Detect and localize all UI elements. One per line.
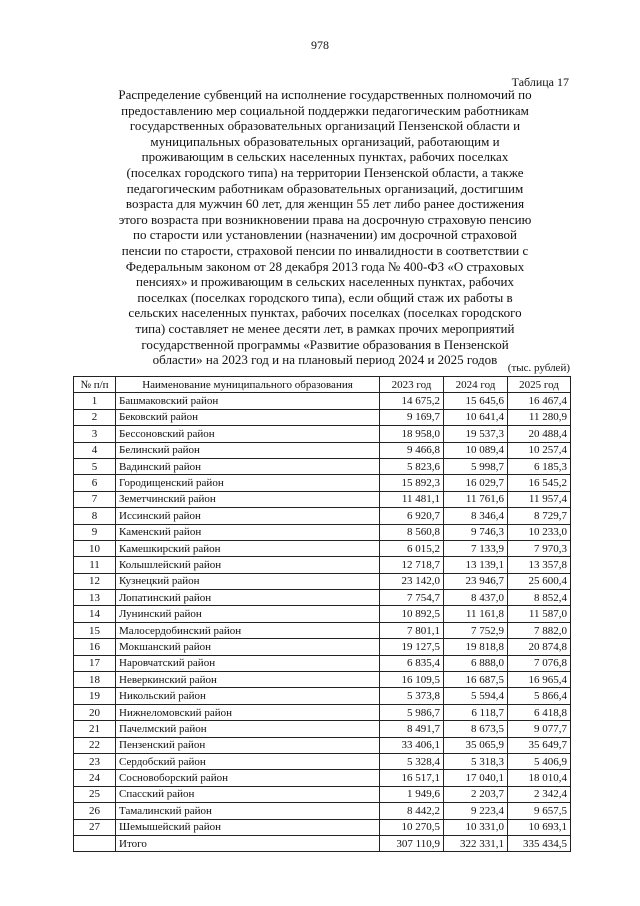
cell-num: 27 (74, 819, 116, 835)
table-row (74, 737, 571, 753)
cell-2023: 5 986,7 (380, 704, 444, 720)
title-line: возраста для мужчин 60 лет, для женщин 55 лет либо ранее достижения (125, 196, 525, 212)
cell-2024: 5 594,4 (444, 688, 508, 704)
cell-2023: 5 373,8 (380, 688, 444, 704)
cell-2025: 20 874,8 (508, 639, 571, 655)
cell-2024: 13 139,1 (444, 557, 508, 573)
cell-2024: 11 161,8 (444, 606, 508, 622)
cell-2024: 10 089,4 (444, 442, 508, 458)
cell-2025: 9 077,7 (508, 721, 571, 737)
cell-2025: 8 852,4 (508, 590, 571, 606)
title-line: пенсиях» и проживающим в сельских населенных пунктах, рабочих (136, 274, 514, 290)
subventions-table (73, 376, 571, 852)
cell-2025: 10 257,4 (508, 442, 571, 458)
cell-municipality: Городищенский район (116, 475, 380, 491)
total-row (74, 835, 571, 851)
cell-num: 11 (74, 557, 116, 573)
cell-municipality: Бессоновский район (116, 426, 380, 442)
cell-2024: 16 687,5 (444, 672, 508, 688)
units-note: (тыс. рублей) (507, 362, 570, 374)
cell-2024: 9 746,3 (444, 524, 508, 540)
cell-num: 22 (74, 737, 116, 753)
cell-2024: 23 946,7 (444, 573, 508, 589)
cell-2023: 7 801,1 (380, 622, 444, 638)
header-2025: 2025 год (508, 377, 571, 393)
table-row (74, 606, 571, 622)
cell-municipality: Итого (116, 835, 380, 851)
cell-2023: 14 675,2 (380, 393, 444, 409)
document-title (82, 87, 568, 368)
title-line: пенсии по старости, страховой пенсии по инвалидности в соответствии с (121, 242, 529, 258)
header-num: № п/п (74, 377, 116, 393)
cell-num: 4 (74, 442, 116, 458)
cell-num: 8 (74, 508, 116, 524)
title-line: государственной программы «Развитие образования в Пензенской (141, 336, 509, 352)
cell-2025: 6 185,3 (508, 458, 571, 474)
cell-municipality: Кузнецкий район (116, 573, 380, 589)
cell-2024: 6 118,7 (444, 704, 508, 720)
header-2023: 2023 год (380, 377, 444, 393)
cell-2023: 9 466,8 (380, 442, 444, 458)
cell-num: 10 (74, 540, 116, 556)
cell-municipality: Лунинский район (116, 606, 380, 622)
title-line: Распределение субвенций на исполнение государственных полномочий по (118, 87, 532, 102)
cell-municipality: Шемышейский район (116, 819, 380, 835)
cell-2025: 5 866,4 (508, 688, 571, 704)
title-line: типа) составляет не менее десяти лет, в рамках прочих мероприятий (135, 320, 515, 336)
title-line: педагогическим работникам образовательных организаций, достигшим (126, 180, 524, 196)
cell-2023: 8 442,2 (380, 803, 444, 819)
cell-municipality: Колышлейский район (116, 557, 380, 573)
table-row (74, 442, 571, 458)
cell-num: 2 (74, 409, 116, 425)
cell-municipality: Наровчатский район (116, 655, 380, 671)
cell-num: 6 (74, 475, 116, 491)
cell-num: 17 (74, 655, 116, 671)
cell-municipality: Никольский район (116, 688, 380, 704)
cell-2023: 8 560,8 (380, 524, 444, 540)
cell-2025: 16 965,4 (508, 672, 571, 688)
title-line: этого возраста при возникновении права на досрочную страховую пенсию (118, 211, 532, 227)
title-line: Федеральным законом от 28 декабря 2013 года № 400-ФЗ «О страховых (125, 258, 525, 274)
cell-2023: 6 015,2 (380, 540, 444, 556)
table-row (74, 409, 571, 425)
cell-2023: 6 835,4 (380, 655, 444, 671)
cell-2023: 11 481,1 (380, 491, 444, 507)
cell-2023: 19 127,5 (380, 639, 444, 655)
cell-num: 24 (74, 770, 116, 786)
table-row (74, 786, 571, 802)
cell-2024: 10 331,0 (444, 819, 508, 835)
cell-num: 7 (74, 491, 116, 507)
cell-2023: 1 949,6 (380, 786, 444, 802)
title-line: государственных образовательных организаций Пензенской области и (129, 118, 521, 134)
cell-2024: 16 029,7 (444, 475, 508, 491)
table-row (74, 819, 571, 835)
cell-2024: 8 346,4 (444, 508, 508, 524)
cell-num: 26 (74, 803, 116, 819)
title-line: по старости или установлении (назначении) им досрочной страховой (133, 227, 517, 243)
cell-2025: 5 406,9 (508, 753, 571, 769)
cell-municipality: Сердобский район (116, 753, 380, 769)
table-row (74, 655, 571, 671)
cell-2023: 10 892,5 (380, 606, 444, 622)
cell-municipality: Каменский район (116, 524, 380, 540)
cell-2025: 7 970,3 (508, 540, 571, 556)
table-row (74, 688, 571, 704)
cell-2023: 33 406,1 (380, 737, 444, 753)
cell-2024: 7 133,9 (444, 540, 508, 556)
cell-2025: 2 342,4 (508, 786, 571, 802)
cell-municipality: Бековский район (116, 409, 380, 425)
header-2024: 2024 год (444, 377, 508, 393)
cell-2023: 5 328,4 (380, 753, 444, 769)
cell-2023: 16 517,1 (380, 770, 444, 786)
cell-municipality: Пачелмский район (116, 721, 380, 737)
cell-2023: 6 920,7 (380, 508, 444, 524)
cell-2023: 5 823,6 (380, 458, 444, 474)
cell-2024: 17 040,1 (444, 770, 508, 786)
cell-municipality: Лопатинский район (116, 590, 380, 606)
cell-municipality: Вадинский район (116, 458, 380, 474)
cell-num: 23 (74, 753, 116, 769)
cell-num: 21 (74, 721, 116, 737)
cell-municipality: Земетчинский район (116, 491, 380, 507)
table-row (74, 622, 571, 638)
cell-2025: 10 693,1 (508, 819, 571, 835)
cell-municipality: Белинский район (116, 442, 380, 458)
title-line: муниципальных образовательных организаций, работающим и (150, 133, 500, 149)
cell-2024: 15 645,6 (444, 393, 508, 409)
table-body (74, 393, 571, 852)
table-row (74, 672, 571, 688)
cell-2024: 322 331,1 (444, 835, 508, 851)
cell-2023: 10 270,5 (380, 819, 444, 835)
cell-2023: 9 169,7 (380, 409, 444, 425)
table-row (74, 524, 571, 540)
cell-num: 20 (74, 704, 116, 720)
cell-num (74, 835, 116, 851)
page-number: 978 (311, 38, 329, 52)
table-row (74, 803, 571, 819)
cell-2025: 20 488,4 (508, 426, 571, 442)
header-name: Наименование муниципального образования (116, 377, 380, 393)
cell-municipality: Мокшанский район (116, 639, 380, 655)
table-row (74, 770, 571, 786)
cell-2025: 35 649,7 (508, 737, 571, 753)
cell-num: 12 (74, 573, 116, 589)
cell-municipality: Камешкирский район (116, 540, 380, 556)
cell-2024: 5 998,7 (444, 458, 508, 474)
cell-2024: 5 318,3 (444, 753, 508, 769)
cell-num: 18 (74, 672, 116, 688)
cell-2023: 8 491,7 (380, 721, 444, 737)
table-row (74, 753, 571, 769)
table-row (74, 573, 571, 589)
table-row (74, 639, 571, 655)
cell-municipality: Пензенский район (116, 737, 380, 753)
cell-2025: 11 280,9 (508, 409, 571, 425)
cell-2025: 16 467,4 (508, 393, 571, 409)
cell-municipality: Спасский район (116, 786, 380, 802)
cell-2025: 11 587,0 (508, 606, 571, 622)
cell-2024: 10 641,4 (444, 409, 508, 425)
table-row (74, 393, 571, 409)
cell-num: 15 (74, 622, 116, 638)
cell-num: 1 (74, 393, 116, 409)
title-line: (поселках городского типа) на территории Пензенской области, а также (126, 164, 524, 180)
table-row (74, 458, 571, 474)
cell-municipality: Нижнеломовский район (116, 704, 380, 720)
title-line: сельских населенных пунктах, рабочих поселках (поселках городского (128, 305, 522, 321)
cell-2023: 7 754,7 (380, 590, 444, 606)
cell-municipality: Иссинский район (116, 508, 380, 524)
cell-num: 25 (74, 786, 116, 802)
cell-2025: 11 957,4 (508, 491, 571, 507)
table-row (74, 704, 571, 720)
title-line: области» на 2023 год и на плановый период 2024 и 2025 годов (152, 352, 498, 368)
cell-2025: 335 434,5 (508, 835, 571, 851)
table-row (74, 721, 571, 737)
cell-2024: 9 223,4 (444, 803, 508, 819)
cell-num: 5 (74, 458, 116, 474)
cell-2025: 7 882,0 (508, 622, 571, 638)
cell-2023: 18 958,0 (380, 426, 444, 442)
cell-num: 14 (74, 606, 116, 622)
cell-2025: 7 076,8 (508, 655, 571, 671)
cell-2024: 35 065,9 (444, 737, 508, 753)
cell-2024: 11 761,6 (444, 491, 508, 507)
cell-2023: 12 718,7 (380, 557, 444, 573)
cell-2023: 16 109,5 (380, 672, 444, 688)
cell-municipality: Башмаковский район (116, 393, 380, 409)
cell-num: 19 (74, 688, 116, 704)
cell-2025: 6 418,8 (508, 704, 571, 720)
table-row (74, 426, 571, 442)
cell-2025: 16 545,2 (508, 475, 571, 491)
cell-municipality: Неверкинский район (116, 672, 380, 688)
cell-2024: 7 752,9 (444, 622, 508, 638)
cell-num: 13 (74, 590, 116, 606)
cell-2024: 19 818,8 (444, 639, 508, 655)
table-row (74, 590, 571, 606)
cell-2025: 18 010,4 (508, 770, 571, 786)
table-row (74, 557, 571, 573)
title-line: проживающим в сельских населенных пунктах, рабочих поселках (141, 149, 509, 165)
title-line: предоставлению мер социальной поддержки педагогическим работникам (121, 102, 529, 118)
cell-2025: 13 357,8 (508, 557, 571, 573)
cell-municipality: Сосновоборский район (116, 770, 380, 786)
cell-2023: 15 892,3 (380, 475, 444, 491)
cell-2025: 9 657,5 (508, 803, 571, 819)
title-line: поселках (поселках городского типа), если общий стаж их работы в (137, 289, 513, 305)
table-row (74, 491, 571, 507)
cell-2024: 6 888,0 (444, 655, 508, 671)
table-header-row (74, 377, 571, 393)
cell-2023: 307 110,9 (380, 835, 444, 851)
cell-2023: 23 142,0 (380, 573, 444, 589)
cell-2025: 10 233,0 (508, 524, 571, 540)
cell-2025: 25 600,4 (508, 573, 571, 589)
cell-2024: 8 437,0 (444, 590, 508, 606)
cell-2024: 19 537,3 (444, 426, 508, 442)
table-row (74, 508, 571, 524)
cell-2025: 8 729,7 (508, 508, 571, 524)
cell-municipality: Малосердобинский район (116, 622, 380, 638)
cell-num: 3 (74, 426, 116, 442)
cell-municipality: Тамалинский район (116, 803, 380, 819)
cell-num: 9 (74, 524, 116, 540)
table-label: Таблица 17 (511, 75, 569, 89)
cell-2024: 8 673,5 (444, 721, 508, 737)
table-row (74, 475, 571, 491)
cell-num: 16 (74, 639, 116, 655)
cell-2024: 2 203,7 (444, 786, 508, 802)
table-row (74, 540, 571, 556)
